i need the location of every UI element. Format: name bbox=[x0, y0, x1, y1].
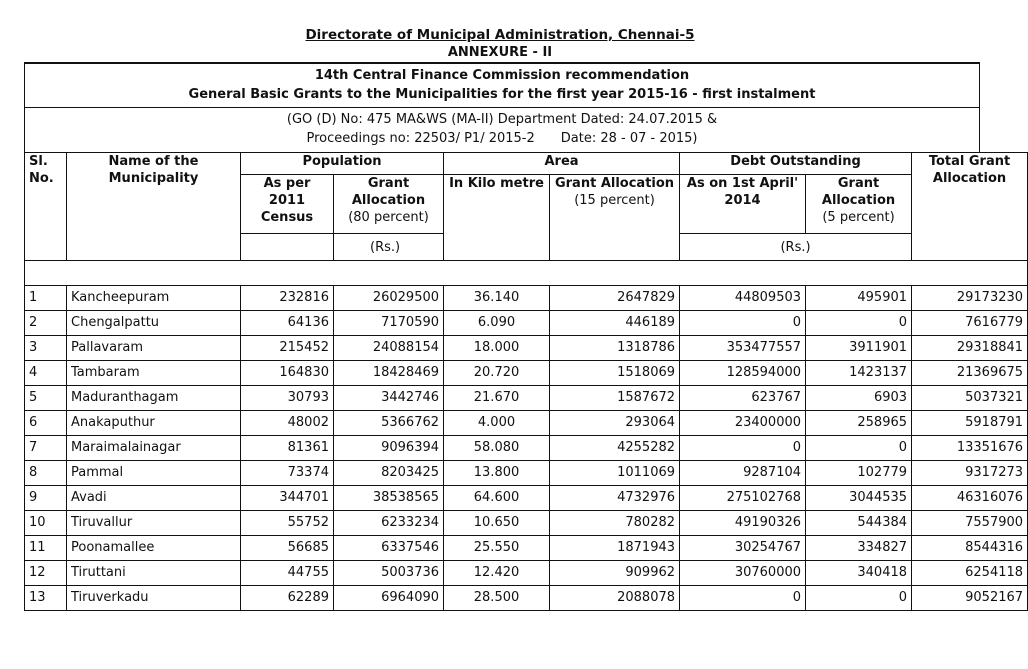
cell-pop-grant: 7170590 bbox=[334, 310, 444, 335]
cell-debt-grant: 3911901 bbox=[806, 335, 912, 360]
cell-census: 48002 bbox=[241, 410, 334, 435]
col-header-population: Population bbox=[241, 153, 444, 175]
cell-total: 29318841 bbox=[912, 335, 1028, 360]
col-header-name: Name of the Municipality bbox=[67, 153, 241, 261]
cell-sl: 5 bbox=[25, 385, 67, 410]
cell-debt: 23400000 bbox=[680, 410, 806, 435]
cell-name: Tambaram bbox=[67, 360, 241, 385]
cell-area-grant: 780282 bbox=[550, 510, 680, 535]
cell-name: Avadi bbox=[67, 485, 241, 510]
cell-total: 5918791 bbox=[912, 410, 1028, 435]
cell-name: Chengalpattu bbox=[67, 310, 241, 335]
cell-debt-grant: 6903 bbox=[806, 385, 912, 410]
go-reference: (GO (D) No: 475 MA&WS (MA-II) Department Dated: 24.07.2015 & bbox=[286, 112, 718, 127]
cell-debt-grant: 0 bbox=[806, 310, 912, 335]
col-header-area: Area bbox=[444, 153, 680, 175]
cell-debt-grant: 102779 bbox=[806, 460, 912, 485]
cell-area-grant: 2647829 bbox=[550, 285, 680, 310]
unit-rs-debt: (Rs.) bbox=[680, 234, 912, 261]
cell-census: 164830 bbox=[241, 360, 334, 385]
pop-grant-pct: (80 percent) bbox=[348, 210, 429, 225]
cell-debt: 275102768 bbox=[680, 485, 806, 510]
cell-debt-grant: 1423137 bbox=[806, 360, 912, 385]
cell-area-km: 36.140 bbox=[444, 285, 550, 310]
cell-name: Pallavaram bbox=[67, 335, 241, 360]
cell-area-grant: 4732976 bbox=[550, 485, 680, 510]
table-body bbox=[25, 261, 1028, 611]
cell-area-km: 12.420 bbox=[444, 560, 550, 585]
cell-area-grant: 2088078 bbox=[550, 585, 680, 610]
cell-total: 29173230 bbox=[912, 285, 1028, 310]
table-row bbox=[25, 560, 1028, 585]
cell-sl: 8 bbox=[25, 460, 67, 485]
cell-total: 9052167 bbox=[912, 585, 1028, 610]
cell-area-km: 25.550 bbox=[444, 535, 550, 560]
cell-sl: 3 bbox=[25, 335, 67, 360]
col-header-debt-ason: As on 1st April' 2014 bbox=[680, 175, 806, 234]
cell-total: 46316076 bbox=[912, 485, 1028, 510]
cell-area-km: 6.090 bbox=[444, 310, 550, 335]
cell-area-km: 10.650 bbox=[444, 510, 550, 535]
cell-area-km: 28.500 bbox=[444, 585, 550, 610]
cell-sl: 10 bbox=[25, 510, 67, 535]
table-row bbox=[25, 310, 1028, 335]
cell-area-grant: 293064 bbox=[550, 410, 680, 435]
col-header-sl: Sl. No. bbox=[25, 153, 67, 261]
cell-pop-grant: 5003736 bbox=[334, 560, 444, 585]
cell-total: 7557900 bbox=[912, 510, 1028, 535]
cell-debt: 30760000 bbox=[680, 560, 806, 585]
cell-area-grant: 1587672 bbox=[550, 385, 680, 410]
cell-pop-grant: 6233234 bbox=[334, 510, 444, 535]
table-row bbox=[25, 535, 1028, 560]
proceedings-line bbox=[25, 131, 979, 146]
cell-area-km: 4.000 bbox=[444, 410, 550, 435]
cell-census: 62289 bbox=[241, 585, 334, 610]
cell-census: 232816 bbox=[241, 285, 334, 310]
cell-census: 215452 bbox=[241, 335, 334, 360]
cell-name: Kancheepuram bbox=[67, 285, 241, 310]
cell-debt-grant: 495901 bbox=[806, 285, 912, 310]
cell-area-grant: 1518069 bbox=[550, 360, 680, 385]
cell-name: Maraimalainagar bbox=[67, 435, 241, 460]
cell-pop-grant: 6337546 bbox=[334, 535, 444, 560]
cell-census: 30793 bbox=[241, 385, 334, 410]
cell-census: 55752 bbox=[241, 510, 334, 535]
cell-sl: 7 bbox=[25, 435, 67, 460]
cell-sl: 9 bbox=[25, 485, 67, 510]
table-row bbox=[25, 460, 1028, 485]
cell-area-grant: 1011069 bbox=[550, 460, 680, 485]
proceedings-date: Date: 28 - 07 - 2015) bbox=[560, 131, 698, 146]
cell-census: 44755 bbox=[241, 560, 334, 585]
cell-pop-grant: 8203425 bbox=[334, 460, 444, 485]
annexure-label: ANNEXURE - II bbox=[447, 45, 553, 60]
cell-pop-grant: 24088154 bbox=[334, 335, 444, 360]
cell-census: 81361 bbox=[241, 435, 334, 460]
cell-census: 73374 bbox=[241, 460, 334, 485]
cell-debt: 44809503 bbox=[680, 285, 806, 310]
cell-sl: 2 bbox=[25, 310, 67, 335]
col-header-pop-grant bbox=[334, 175, 444, 234]
cell-total: 13351676 bbox=[912, 435, 1028, 460]
table-row bbox=[25, 485, 1028, 510]
col-header-blank bbox=[241, 234, 334, 261]
cell-census: 56685 bbox=[241, 535, 334, 560]
cell-census: 344701 bbox=[241, 485, 334, 510]
cell-debt: 0 bbox=[680, 310, 806, 335]
cell-name: Poonamallee bbox=[67, 535, 241, 560]
cell-area-grant: 1871943 bbox=[550, 535, 680, 560]
table-row bbox=[25, 510, 1028, 535]
cell-debt-grant: 3044535 bbox=[806, 485, 912, 510]
cell-pop-grant: 9096394 bbox=[334, 435, 444, 460]
proceedings-number: Proceedings no: 22503/ P1/ 2015-2 bbox=[306, 131, 535, 146]
cell-debt: 49190326 bbox=[680, 510, 806, 535]
cell-pop-grant: 3442746 bbox=[334, 385, 444, 410]
table-row bbox=[25, 335, 1028, 360]
cell-total: 5037321 bbox=[912, 385, 1028, 410]
cell-pop-grant: 26029500 bbox=[334, 285, 444, 310]
area-grant-label: Grant Allocation bbox=[554, 176, 675, 191]
unit-rs-population: (Rs.) bbox=[334, 234, 444, 261]
cell-name: Tiruttani bbox=[67, 560, 241, 585]
col-header-area-km: In Kilo metre bbox=[444, 175, 550, 261]
cell-name: Pammal bbox=[67, 460, 241, 485]
cell-sl: 6 bbox=[25, 410, 67, 435]
cell-name: Tiruvallur bbox=[67, 510, 241, 535]
col-header-debt-grant bbox=[806, 175, 912, 234]
cell-area-km: 13.800 bbox=[444, 460, 550, 485]
cell-debt-grant: 334827 bbox=[806, 535, 912, 560]
debt-grant-pct: (5 percent) bbox=[822, 210, 895, 225]
cell-debt: 353477557 bbox=[680, 335, 806, 360]
cell-name: Tiruverkadu bbox=[67, 585, 241, 610]
cell-sl: 12 bbox=[25, 560, 67, 585]
cell-debt: 30254767 bbox=[680, 535, 806, 560]
cell-census: 64136 bbox=[241, 310, 334, 335]
table-row bbox=[25, 585, 1028, 610]
cell-debt-grant: 544384 bbox=[806, 510, 912, 535]
cell-sl: 11 bbox=[25, 535, 67, 560]
cell-debt: 0 bbox=[680, 435, 806, 460]
cell-name: Anakaputhur bbox=[67, 410, 241, 435]
cell-pop-grant: 5366762 bbox=[334, 410, 444, 435]
cell-pop-grant: 38538565 bbox=[334, 485, 444, 510]
col-header-debt: Debt Outstanding bbox=[680, 153, 912, 175]
cell-sl: 1 bbox=[25, 285, 67, 310]
table-row bbox=[25, 285, 1028, 310]
cell-total: 8544316 bbox=[912, 535, 1028, 560]
cell-name: Maduranthagam bbox=[67, 385, 241, 410]
cell-debt: 9287104 bbox=[680, 460, 806, 485]
cell-pop-grant: 18428469 bbox=[334, 360, 444, 385]
directorate-heading: Directorate of Municipal Administration, Chennai-5 bbox=[305, 27, 695, 43]
cell-debt-grant: 0 bbox=[806, 585, 912, 610]
col-header-census: As per 2011 Census bbox=[241, 175, 334, 234]
area-grant-pct: (15 percent) bbox=[574, 193, 655, 208]
cell-debt-grant: 340418 bbox=[806, 560, 912, 585]
title-box bbox=[24, 62, 980, 152]
cell-debt: 128594000 bbox=[680, 360, 806, 385]
cell-debt: 0 bbox=[680, 585, 806, 610]
cell-total: 7616779 bbox=[912, 310, 1028, 335]
cell-debt: 623767 bbox=[680, 385, 806, 410]
title-line-1: 14th Central Finance Commission recommendation bbox=[314, 68, 690, 83]
cell-total: 21369675 bbox=[912, 360, 1028, 385]
cell-sl: 4 bbox=[25, 360, 67, 385]
table-row bbox=[25, 410, 1028, 435]
title-line-2: General Basic Grants to the Municipalities for the first year 2015-16 - first instalment bbox=[188, 87, 816, 102]
cell-area-km: 21.670 bbox=[444, 385, 550, 410]
debt-grant-label: Grant Allocation bbox=[821, 176, 896, 208]
col-header-area-grant bbox=[550, 175, 680, 261]
cell-total: 9317273 bbox=[912, 460, 1028, 485]
cell-area-km: 64.600 bbox=[444, 485, 550, 510]
cell-pop-grant: 6964090 bbox=[334, 585, 444, 610]
pop-grant-label: Grant Allocation bbox=[351, 176, 426, 208]
cell-area-grant: 1318786 bbox=[550, 335, 680, 360]
cell-area-grant: 446189 bbox=[550, 310, 680, 335]
table-row bbox=[25, 385, 1028, 410]
cell-sl: 13 bbox=[25, 585, 67, 610]
col-header-total: Total Grant Allocation bbox=[912, 153, 1028, 261]
cell-area-grant: 909962 bbox=[550, 560, 680, 585]
cell-area-km: 20.720 bbox=[444, 360, 550, 385]
spacer-row bbox=[25, 261, 1028, 286]
cell-total: 6254118 bbox=[912, 560, 1028, 585]
grants-table bbox=[24, 152, 1028, 611]
cell-area-grant: 4255282 bbox=[550, 435, 680, 460]
divider bbox=[25, 107, 979, 108]
cell-area-km: 58.080 bbox=[444, 435, 550, 460]
table-row bbox=[25, 435, 1028, 460]
cell-debt-grant: 258965 bbox=[806, 410, 912, 435]
cell-area-km: 18.000 bbox=[444, 335, 550, 360]
table-row bbox=[25, 360, 1028, 385]
cell-debt-grant: 0 bbox=[806, 435, 912, 460]
